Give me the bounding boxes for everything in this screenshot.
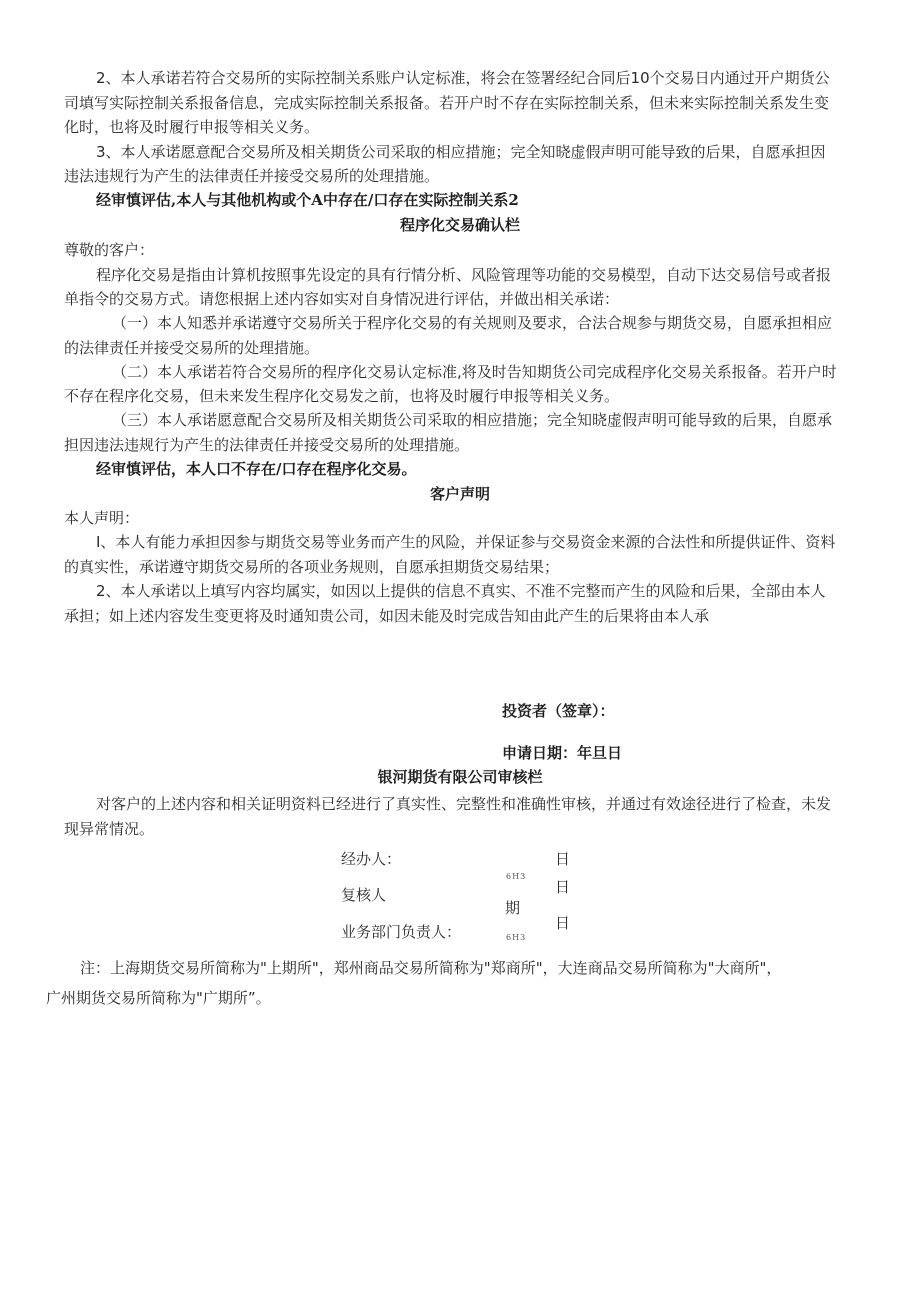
application-date-label: 申请日期：年旦日 (502, 744, 623, 762)
control-item2-line1: 2、本人承诺若符合交易所的实际控制关系账户认定标准，将会在签署经纪合同后10个交易日内通过开户期货公 (96, 69, 830, 87)
note-line1: 注：上海期货交易所简称为"上期所"，郑州商品交易所简称为"郑商所"，大连商品交易所简称为"大商所"， (80, 959, 782, 977)
date-mark-small-2: 6H3 (506, 933, 527, 942)
program-item2-line1: （二）本人承诺若符合交易所的程序化交易认定标准,将及时告知期货公司完成程序化交易关系报备。若开户时 (112, 363, 837, 381)
program-intro-line1: 程序化交易是指由计算机按照事先设定的具有行情分析、风险管理等功能的交易模型，自动下达交易信号或者报 (96, 266, 832, 284)
date-mark-qi: 期 (505, 899, 521, 917)
reviewer-day: 日 (555, 878, 571, 896)
control-item2-line3: 化时，也将及时履行申报等相关义务。 (64, 118, 320, 136)
declaration-title: 客户声明 (429, 485, 490, 503)
program-item1-line1: （一）本人知悉并承诺遵守交易所关于程序化交易的有关规则及要求，合法合规参与期货交易，自愿承担相应 (112, 314, 833, 332)
program-assessment: 经审慎评估，本人口不存在/口存在程序化交易。 (96, 460, 417, 478)
program-section-title: 程序化交易确认栏 (399, 216, 520, 234)
handler-day: 日 (555, 850, 571, 868)
note-line2: 广州期货交易所简称为"广期所”。 (46, 989, 271, 1007)
declaration-item1-line2: 的真实性，承诺遵守期货交易所的各项业务规则，自愿承担期货交易结果； (64, 558, 560, 576)
handler-label: 经办人： (341, 850, 402, 868)
program-item3-line1: （三）本人承诺愿意配合交易所及相关期货公司采取的相应措施；完全知晓虚假声明可能导致的后果，自愿承 (112, 411, 833, 429)
date-mark-small-1: 6H3 (506, 872, 527, 881)
reviewer-label: 复核人 (341, 886, 387, 904)
dept-day: 日 (555, 914, 571, 932)
control-item2-line2: 司填写实际控制关系报备信息，完成实际控制关系报备。若开户时不存在实际控制关系，但未来实际控制关系发生变 (64, 94, 830, 112)
control-assessment: 经审慎评估,本人与其他机构或个A中存在/口存在实际控制关系2 (96, 191, 519, 209)
review-section-title: 银河期货有限公司审核栏 (377, 768, 543, 786)
program-item1-line2: 的法律责任并接受交易所的处理措施。 (64, 339, 320, 357)
program-item3-line2: 担因违法违规行为产生的法律责任并接受交易所的处理措施。 (64, 436, 470, 454)
declaration-item1-line1: I、本人有能力承担因参与期货交易等业务而产生的风险，并保证参与交易资金来源的合法性和所提供证件、资料 (96, 533, 836, 551)
program-intro-line2: 单指令的交易方式。请您根据上述内容如实对自身情况进行评估，并做出相关承诺： (64, 290, 620, 308)
declaration-item2-line1: 2、本人承诺以上填写内容均属实，如因以上提供的信息不真实、不准不完整而产生的风险和后果，全部由本人 (96, 582, 826, 600)
review-text-line1: 对客户的上述内容和相关证明资料已经进行了真实性、完整性和准确性审核，并通过有效途径进行了检查，未发 (96, 795, 832, 813)
investor-signature-label: 投资者（签章）： (502, 702, 615, 720)
control-item3-line2: 违法违规行为产生的法律责任并接受交易所的处理措施。 (64, 167, 440, 185)
declaration-lead: 本人声明： (64, 509, 140, 527)
review-text-line2: 现异常情况。 (64, 820, 155, 838)
program-greeting: 尊敬的客户： (64, 241, 155, 259)
control-item3-line1: 3、本人承诺愿意配合交易所及相关期货公司采取的相应措施；完全知晓虚假声明可能导致的后果，自愿承担因 (96, 143, 826, 161)
program-item2-line2: 不存在程序化交易，但未来发生程序化交易发之前，也将及时履行申报等相关义务。 (64, 387, 620, 405)
declaration-item2-line2: 承担；如上述内容发生变更将及时通知贵公司，如因未能及时完成告知由此产生的后果将由本人承 (64, 607, 710, 625)
dept-head-label: 业务部门负责人： (341, 923, 462, 941)
